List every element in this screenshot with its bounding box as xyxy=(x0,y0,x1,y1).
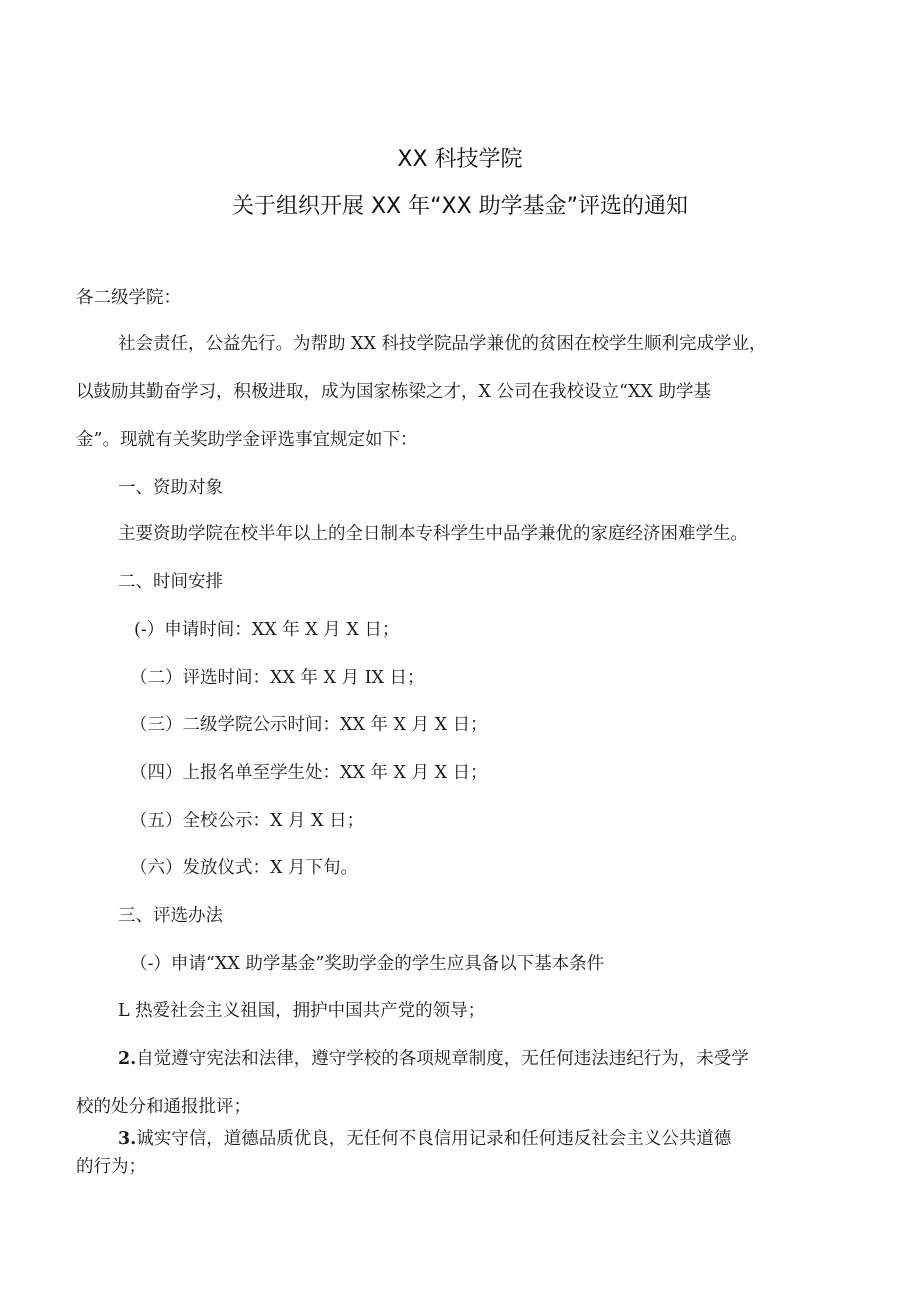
condition-2-number: 2. xyxy=(118,1049,137,1069)
criteria-subheading: （-）申请“XX 助学基金”奖助学金的学生应具备以下基本条件 xyxy=(130,954,605,974)
salutation: 各二级学院： xyxy=(76,288,181,308)
condition-3-line-1 xyxy=(118,1128,731,1150)
condition-2-line-1 xyxy=(118,1048,749,1070)
intro-line-2: 以鼓励其勤奋学习，积极进取，成为国家栋梁之才，X 公司在我校设立“XX 助学基 xyxy=(76,382,711,402)
schedule-item-6: （六）发放仪式：X 月下旬。 xyxy=(130,858,359,878)
condition-1: L 热爱社会主义祖国，拥护中国共产党的领导； xyxy=(118,1001,486,1021)
schedule-item-3: （三）二级学院公示时间：XX 年 X 月 X 日； xyxy=(130,715,488,735)
intro-line-3: 金”。现就有关奖助学金评选事宜规定如下： xyxy=(76,430,418,450)
condition-2-text: 自觉遵守宪法和法律，遵守学校的各项规章制度，无任何违法违纪行为，未受学 xyxy=(136,1049,749,1069)
org-title: XX 科技学院 xyxy=(397,147,523,172)
condition-2-line-2: 校的处分和通报批评； xyxy=(76,1097,251,1117)
section-1-text: 主要资助学院在校半年以上的全日制本专科学生中品学兼优的家庭经济困难学生。 xyxy=(118,524,748,544)
condition-3-line-2: 的行为； xyxy=(76,1157,146,1177)
condition-3-text: 诚实守信，道德品质优良，无任何不良信用记录和任何违反社会主义公共道德 xyxy=(136,1129,732,1149)
notice-title: 关于组织开展 XX 年“XX 助学基金”评选的通知 xyxy=(231,194,689,219)
schedule-item-5: （五）全校公示：X 月 X 日； xyxy=(130,811,365,831)
section-3-heading: 三、评选办法 xyxy=(118,906,223,926)
section-1-heading: 一、资助对象 xyxy=(118,478,223,498)
condition-3-number: 3. xyxy=(118,1129,137,1149)
section-2-heading: 二、时间安排 xyxy=(118,572,223,592)
schedule-item-2: （二）评选时间：XX 年 X 月 IX 日； xyxy=(130,668,425,688)
schedule-item-4: （四）上报名单至学生处：XX 年 X 月 X 日； xyxy=(130,763,488,783)
schedule-item-1: (-）申请时间：XX 年 X 月 X 日； xyxy=(134,620,400,640)
intro-line-1: 社会责任，公益先行。为帮助 XX 科技学院品学兼优的贫困在校学生顺利完成学业， xyxy=(118,334,767,354)
